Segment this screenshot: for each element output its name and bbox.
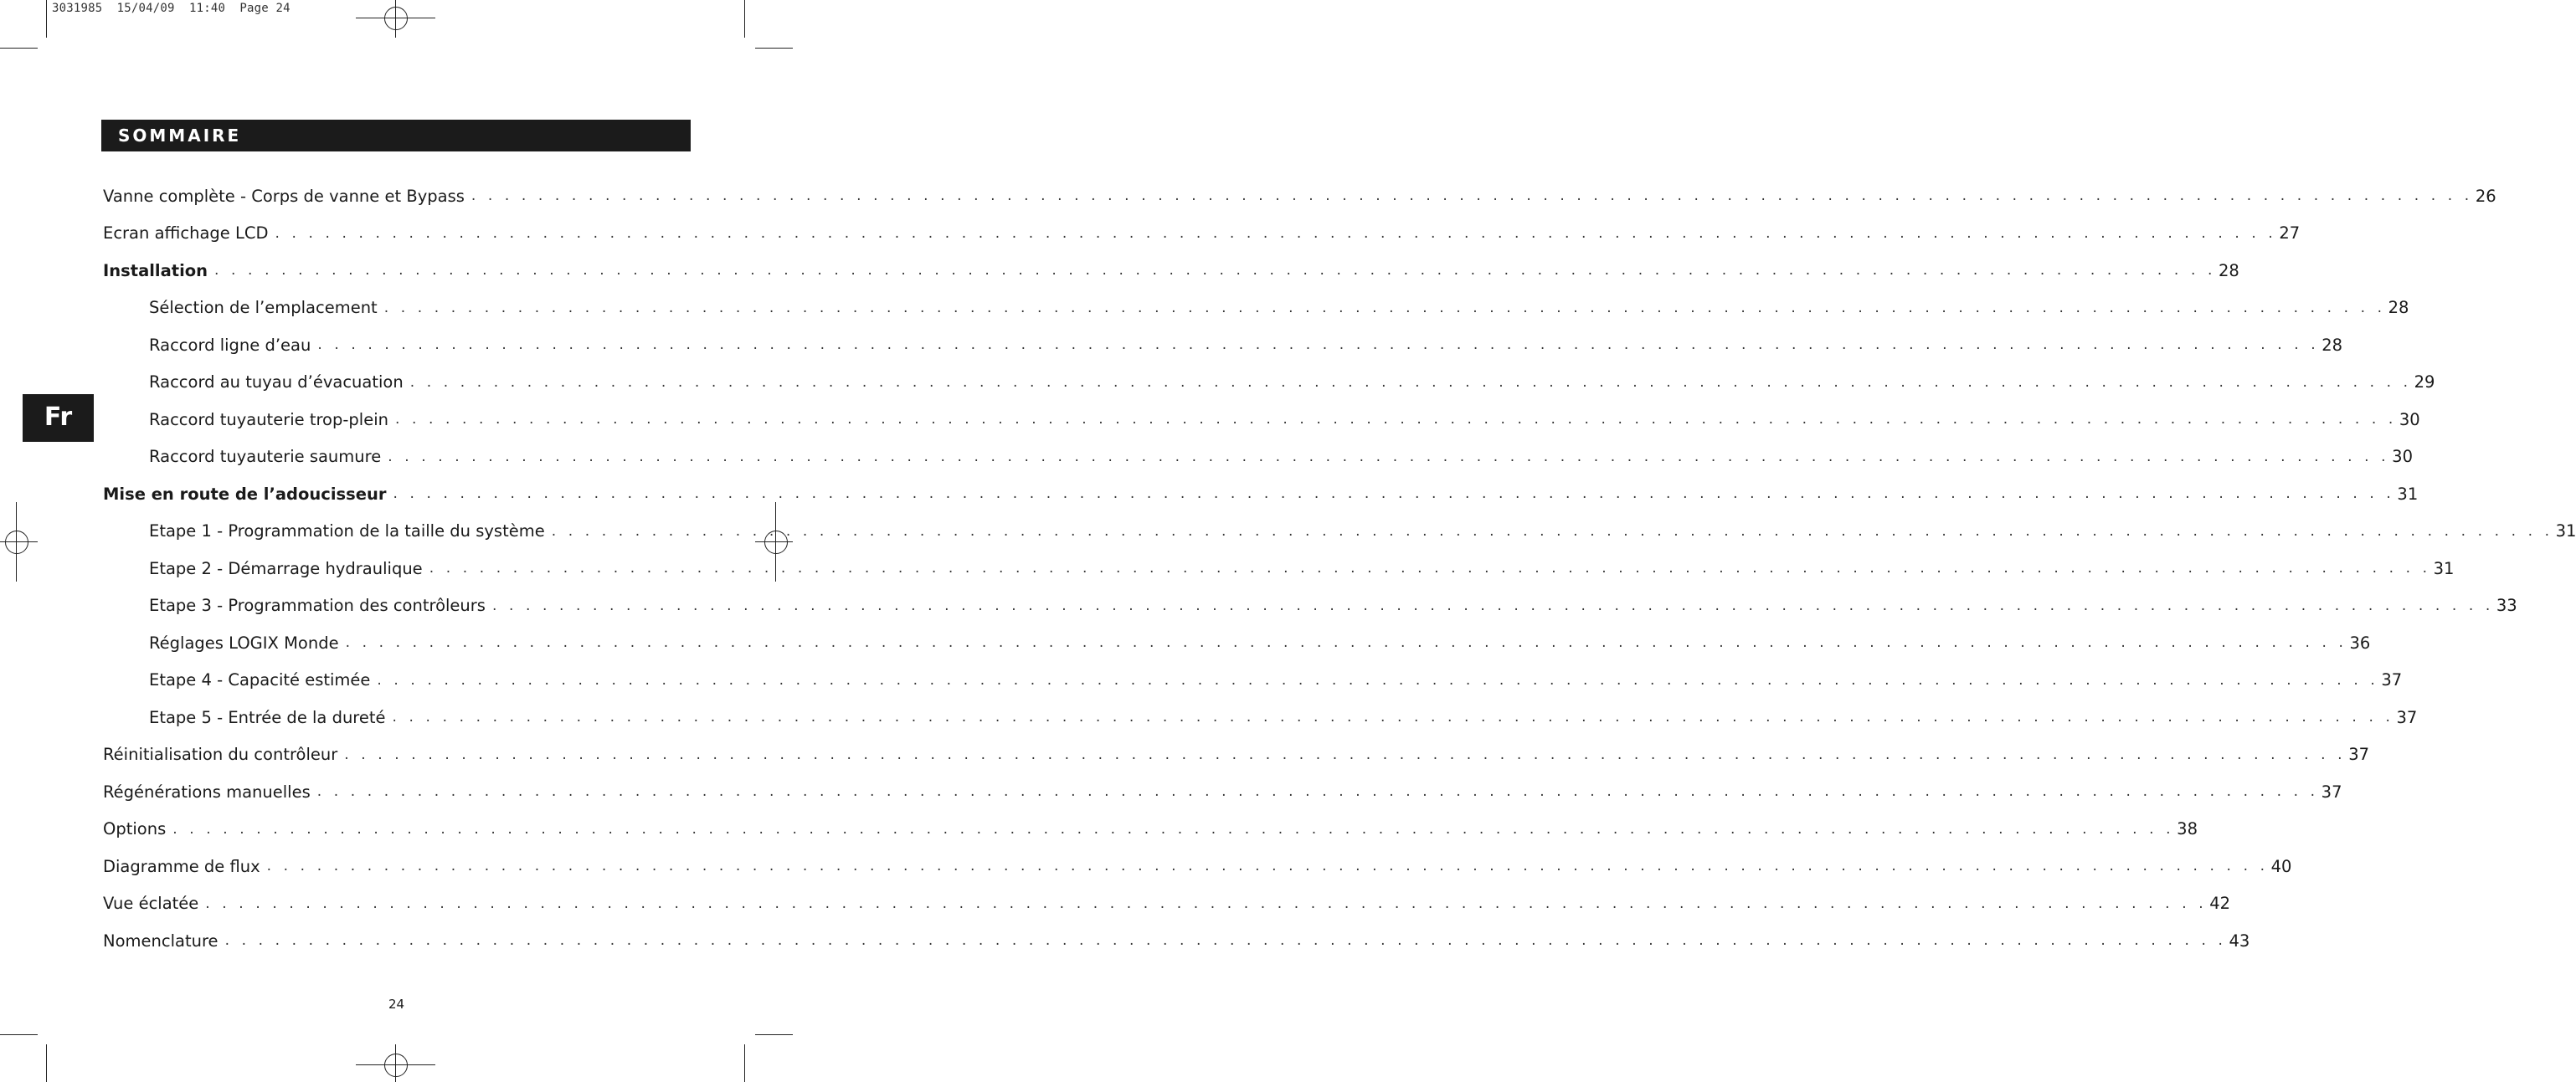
toc-entry-label: Etape 2 - Démarrage hydraulique	[149, 558, 423, 578]
page-number: 24	[388, 997, 405, 1012]
toc-entry-label: Réinitialisation du contrôleur	[103, 745, 338, 765]
toc-entry-page: 37	[2381, 670, 2403, 690]
toc-entry[interactable]	[103, 326, 2343, 364]
toc-dot-leader: . . . . . . . . . . . . . . . . . . . . . . . . . . . . . . . . . . . . . . . . . . . . . . . . . . . . . . . . . . . . . . . . . . . . . . . . . . . . . . . . . . . . . . . . . . . . . . . . . . . . . . . . . . . . . . . . . . . . . . . .	[172, 820, 2175, 838]
toc-dot-leader: . . . . . . . . . . . . . . . . . . . . . . . . . . . . . . . . . . . . . . . . . . . . . . . . . . . . . . . . . . . . . . . . . . . . . . . . . . . . . . . . . . . . . . . . . . . . . . . . . . . . . . . . . . . . . . . . . . . . . . . .	[394, 411, 2397, 428]
toc-entry-label: Installation	[103, 260, 208, 280]
toc-dot-leader: . . . . . . . . . . . . . . . . . . . . . . . . . . . . . . . . . . . . . . . . . . . . . . . . . . . . . . . . . . . . . . . . . . . . . . . . . . . . . . . . . . . . . . . . . . . . . . . . . . . . . . . . . . . . . . . . . . . . . . . .	[316, 783, 2319, 801]
toc-entry-label: Etape 3 - Programmation des contrôleurs	[149, 596, 486, 616]
toc-entry-page: 31	[2397, 484, 2419, 504]
toc-entry-label: Etape 1 - Programmation de la taille du système	[149, 521, 545, 541]
page-title: SOMMAIRE	[118, 126, 242, 146]
toc-entry-page: 26	[2475, 186, 2496, 206]
toc-dot-leader: . . . . . . . . . . . . . . . . . . . . . . . . . . . . . . . . . . . . . . . . . . . . . . . . . . . . . . . . . . . . . . . . . . . . . . . . . . . . . . . . . . . . . . . . . . . . . . . . . . . . . . . . . . . . . . . . . . . . . . . .	[470, 187, 2473, 205]
section-title-bar	[101, 120, 691, 151]
toc-entry-label: Raccord au tuyau d’évacuation	[149, 372, 404, 392]
toc-entry[interactable]	[103, 401, 2420, 438]
toc-entry[interactable]	[103, 699, 2418, 736]
toc-dot-leader: . . . . . . . . . . . . . . . . . . . . . . . . . . . . . . . . . . . . . . . . . . . . . . . . . . . . . . . . . . . . . . . . . . . . . . . . . . . . . . . . . . . . . . . . . . . . . . . . . . . . . . . . . . . . . . . . . . . . . . . .	[551, 522, 2553, 540]
toc-dot-leader: . . . . . . . . . . . . . . . . . . . . . . . . . . . . . . . . . . . . . . . . . . . . . . . . . . . . . . . . . . . . . . . . . . . . . . . . . . . . . . . . . . . . . . . . . . . . . . . . . . . . . . . . . . . . . . . . . . . . . . . .	[344, 746, 2347, 763]
toc-entry-label: Raccord tuyauterie saumure	[149, 447, 382, 467]
toc-entry[interactable]	[103, 773, 2342, 811]
toc-entry-label: Réglages LOGIX Monde	[149, 633, 339, 653]
toc-entry-page: 42	[2209, 894, 2231, 914]
toc-dot-leader: . . . . . . . . . . . . . . . . . . . . . . . . . . . . . . . . . . . . . . . . . . . . . . . . . . . . . . . . . . . . . . . . . . . . . . . . . . . . . . . . . . . . . . . . . . . . . . . . . . . . . . . . . . . . . . . . . . . . . . . .	[388, 448, 2390, 465]
toc-entry-page: 37	[2348, 745, 2370, 765]
toc-entry[interactable]	[103, 848, 2292, 885]
toc-dot-leader: . . . . . . . . . . . . . . . . . . . . . . . . . . . . . . . . . . . . . . . . . . . . . . . . . . . . . . . . . . . . . . . . . . . . . . . . . . . . . . . . . . . . . . . . . . . . . . . . . . . . . . . . . . . . . . . . . . . . . . . .	[214, 262, 2216, 279]
toc-entry[interactable]	[103, 885, 2231, 923]
toc-entry[interactable]	[103, 252, 2239, 290]
toc-entry-label: Etape 5 - Entrée de la dureté	[149, 707, 386, 727]
toc-entry-page: 37	[2396, 707, 2418, 727]
toc-entry-label: Régénérations manuelles	[103, 782, 311, 802]
toc-entry-page: 36	[2349, 633, 2371, 653]
toc-entry[interactable]	[103, 922, 2250, 960]
toc-entry-label: Sélection de l’emplacement	[149, 298, 378, 318]
toc-entry-page: 40	[2270, 856, 2292, 876]
toc-entry[interactable]	[103, 364, 2435, 402]
toc-dot-leader: . . . . . . . . . . . . . . . . . . . . . . . . . . . . . . . . . . . . . . . . . . . . . . . . . . . . . . . . . . . . . . . . . . . . . . . . . . . . . . . . . . . . . . . . . . . . . . . . . . . . . . . . . . . . . . . . . . . . . . . .	[345, 634, 2347, 652]
toc-entry[interactable]	[103, 624, 2371, 662]
toc-entry-label: Raccord tuyauterie trop-plein	[149, 409, 388, 429]
toc-entry-label: Options	[103, 819, 167, 839]
print-header: 3031985 15/04/09 11:40 Page 24	[52, 2, 291, 15]
toc-dot-leader: . . . . . . . . . . . . . . . . . . . . . . . . . . . . . . . . . . . . . . . . . . . . . . . . . . . . . . . . . . . . . . . . . . . . . . . . . . . . . . . . . . . . . . . . . . . . . . . . . . . . . . . . . . . . . . . . . . . . . . . .	[266, 858, 2269, 875]
toc-entry-page: 28	[2321, 335, 2343, 355]
toc-entry-page: 31	[2433, 558, 2455, 578]
toc-entry-label: Diagramme de flux	[103, 856, 260, 876]
toc-dot-leader: . . . . . . . . . . . . . . . . . . . . . . . . . . . . . . . . . . . . . . . . . . . . . . . . . . . . . . . . . . . . . . . . . . . . . . . . . . . . . . . . . . . . . . . . . . . . . . . . . . . . . . . . . . . . . . . . . . . . . . . .	[383, 299, 2386, 316]
toc-entry-label: Vanne complète - Corps de vanne et Bypass	[103, 186, 465, 206]
toc-dot-leader: . . . . . . . . . . . . . . . . . . . . . . . . . . . . . . . . . . . . . . . . . . . . . . . . . . . . . . . . . . . . . . . . . . . . . . . . . . . . . . . . . . . . . . . . . . . . . . . . . . . . . . . . . . . . . . . . . . . . . . . .	[317, 336, 2320, 354]
toc-entry[interactable]	[103, 513, 2576, 551]
toc-dot-leader: . . . . . . . . . . . . . . . . . . . . . . . . . . . . . . . . . . . . . . . . . . . . . . . . . . . . . . . . . . . . . . . . . . . . . . . . . . . . . . . . . . . . . . . . . . . . . . . . . . . . . . . . . . . . . . . . . . . . . . . .	[392, 709, 2394, 726]
toc-entry-label: Raccord ligne d’eau	[149, 335, 311, 355]
toc-entry[interactable]	[103, 290, 2409, 327]
toc-entry-label: Nomenclature	[103, 931, 219, 951]
toc-entry[interactable]	[103, 177, 2496, 215]
toc-dot-leader: . . . . . . . . . . . . . . . . . . . . . . . . . . . . . . . . . . . . . . . . . . . . . . . . . . . . . . . . . . . . . . . . . . . . . . . . . . . . . . . . . . . . . . . . . . . . . . . . . . . . . . . . . . . . . . . . . . . . . . . .	[205, 895, 2208, 912]
toc-dot-leader: . . . . . . . . . . . . . . . . . . . . . . . . . . . . . . . . . . . . . . . . . . . . . . . . . . . . . . . . . . . . . . . . . . . . . . . . . . . . . . . . . . . . . . . . . . . . . . . . . . . . . . . . . . . . . . . . . . . . . . . .	[377, 671, 2379, 689]
toc-entry[interactable]	[103, 475, 2419, 513]
toc-entry-page: 38	[2177, 819, 2198, 839]
toc-entry-page: 29	[2414, 372, 2435, 392]
toc-entry-page: 28	[2218, 260, 2239, 280]
table-of-contents	[103, 177, 2576, 960]
toc-dot-leader: . . . . . . . . . . . . . . . . . . . . . . . . . . . . . . . . . . . . . . . . . . . . . . . . . . . . . . . . . . . . . . . . . . . . . . . . . . . . . . . . . . . . . . . . . . . . . . . . . . . . . . . . . . . . . . . . . . . . . . . .	[393, 485, 2395, 503]
toc-entry[interactable]	[103, 662, 2403, 700]
toc-entry[interactable]	[103, 215, 2301, 253]
toc-entry[interactable]	[103, 811, 2198, 849]
toc-entry-page: 30	[2392, 447, 2413, 467]
toc-entry[interactable]	[103, 550, 2455, 587]
toc-entry-page: 43	[2229, 931, 2250, 951]
toc-entry-label: Etape 4 - Capacité estimée	[149, 670, 371, 690]
toc-entry-label: Mise en route de l’adoucisseur	[103, 484, 387, 504]
toc-entry-page: 31	[2555, 521, 2576, 541]
language-tab-label: Fr	[44, 403, 73, 432]
toc-entry[interactable]	[103, 587, 2517, 625]
toc-dot-leader: . . . . . . . . . . . . . . . . . . . . . . . . . . . . . . . . . . . . . . . . . . . . . . . . . . . . . . . . . . . . . . . . . . . . . . . . . . . . . . . . . . . . . . . . . . . . . . . . . . . . . . . . . . . . . . . . . . . . . . . .	[275, 224, 2277, 242]
toc-entry[interactable]	[103, 736, 2370, 774]
toc-entry-page: 28	[2388, 298, 2409, 318]
toc-entry-page: 30	[2399, 409, 2420, 429]
toc-dot-leader: . . . . . . . . . . . . . . . . . . . . . . . . . . . . . . . . . . . . . . . . . . . . . . . . . . . . . . . . . . . . . . . . . . . . . . . . . . . . . . . . . . . . . . . . . . . . . . . . . . . . . . . . . . . . . . . . . . . . . . . .	[491, 597, 2494, 614]
toc-dot-leader: . . . . . . . . . . . . . . . . . . . . . . . . . . . . . . . . . . . . . . . . . . . . . . . . . . . . . . . . . . . . . . . . . . . . . . . . . . . . . . . . . . . . . . . . . . . . . . . . . . . . . . . . . . . . . . . . . . . . . . . .	[224, 932, 2227, 950]
toc-entry-page: 37	[2321, 782, 2342, 802]
toc-entry-label: Vue éclatée	[103, 894, 199, 914]
toc-entry[interactable]	[103, 438, 2413, 476]
toc-dot-leader: . . . . . . . . . . . . . . . . . . . . . . . . . . . . . . . . . . . . . . . . . . . . . . . . . . . . . . . . . . . . . . . . . . . . . . . . . . . . . . . . . . . . . . . . . . . . . . . . . . . . . . . . . . . . . . . . . . . . . . . .	[429, 560, 2431, 577]
toc-entry-page: 33	[2496, 596, 2517, 616]
toc-entry-page: 27	[2279, 223, 2301, 244]
toc-dot-leader: . . . . . . . . . . . . . . . . . . . . . . . . . . . . . . . . . . . . . . . . . . . . . . . . . . . . . . . . . . . . . . . . . . . . . . . . . . . . . . . . . . . . . . . . . . . . . . . . . . . . . . . . . . . . . . . . . . . . . . . .	[409, 373, 2412, 391]
language-tab	[23, 394, 94, 442]
toc-entry-label: Ecran affichage LCD	[103, 223, 269, 244]
